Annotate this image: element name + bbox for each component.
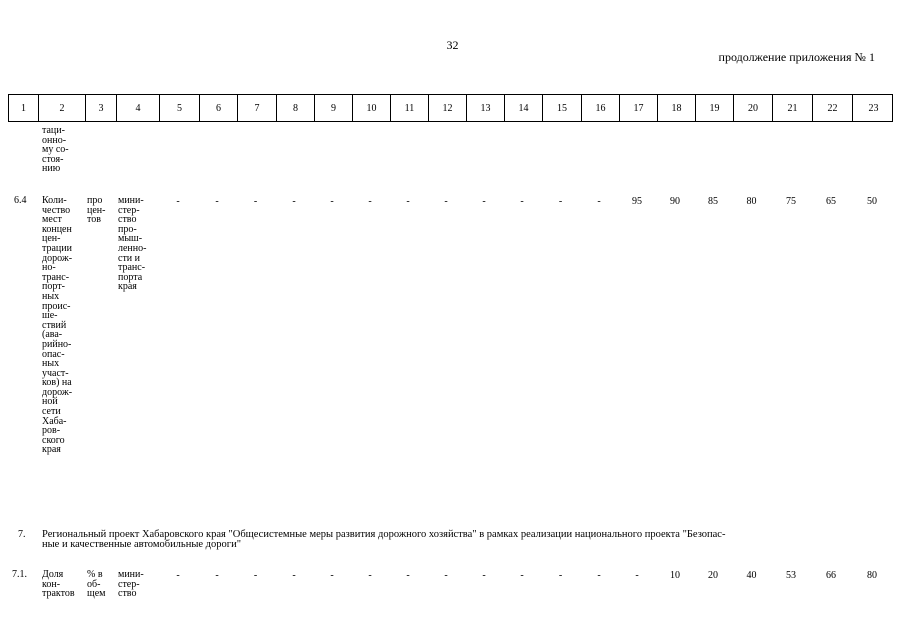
value-col-12: - [444, 196, 448, 207]
value-col-10: - [368, 196, 372, 207]
value-col-8: - [292, 196, 296, 207]
header-col-17: 17 [619, 95, 657, 121]
value-col-14: - [520, 570, 524, 581]
row-6-4-indicator: Коли- чество мест концен цен- трации дорож- но- транс- порт- ных проис- ше- ствий (ава- рийно- опас- ных участ- ков) на дорож- ной сети Хаба- ров- ского края [42, 195, 73, 456]
header-col-3: 3 [85, 95, 116, 121]
value-col-7: - [253, 196, 258, 207]
value-col-21: 53 [786, 570, 796, 581]
value-col-18: 90 [670, 196, 680, 207]
value-col-14: - [520, 196, 524, 207]
header-col-19: 19 [695, 95, 733, 121]
value-col-17: - [635, 570, 639, 581]
header-col-4: 4 [116, 95, 159, 121]
value-col-17: 95 [632, 196, 642, 207]
section-7-title-line2: ные и качественные автомобильные дороги" [42, 539, 241, 550]
value-col-21: 75 [786, 196, 796, 207]
header-col-12: 12 [428, 95, 466, 121]
value-col-6: - [215, 570, 219, 581]
header-col-2: 2 [38, 95, 85, 121]
header-col-23: 23 [852, 95, 894, 121]
header-col-6: 6 [199, 95, 237, 121]
section-7-title-line1: Региональный проект Хабаровского края "Общесистемные меры развития дорожного хозяйства" в рамках реализации национального проекта "Безопас- [42, 529, 726, 540]
value-col-11: - [406, 196, 410, 207]
row-7-1-responsible: мини- стер- ство [118, 569, 144, 600]
row-7-1-number: 7.1. [12, 569, 27, 580]
header-col-16: 16 [581, 95, 619, 121]
header-col-14: 14 [504, 95, 542, 121]
value-col-10: - [368, 570, 372, 581]
page-number: 32 [446, 38, 459, 52]
header-col-5: 5 [159, 95, 199, 121]
value-col-16: - [597, 196, 601, 207]
row-6-4-responsible: мини- стер- ство про- мыш- ленно- сти и транс- порта края [118, 195, 147, 293]
header-col-8: 8 [276, 95, 314, 121]
header-col-22: 22 [812, 95, 852, 121]
value-col-20: 80 [746, 196, 757, 207]
value-col-7: - [253, 570, 258, 581]
value-col-23: 80 [867, 570, 877, 581]
header-col-7: 7 [237, 95, 276, 121]
value-col-18: 10 [670, 570, 680, 581]
section-7-number: 7. [18, 529, 26, 540]
header-col-1: 1 [21, 102, 26, 114]
row-7-1-indicator: Доля кон- трактов [42, 569, 75, 600]
value-col-16: - [597, 570, 601, 581]
value-col-5: - [176, 196, 180, 207]
table-header [8, 94, 893, 122]
value-col-6: - [215, 196, 219, 207]
value-col-8: - [292, 570, 296, 581]
value-col-11: - [406, 570, 410, 581]
value-col-13: - [482, 196, 486, 207]
header-col-10: 10 [352, 95, 390, 121]
value-col-5: - [176, 570, 180, 581]
value-col-15: - [558, 196, 563, 207]
value-col-12: - [444, 570, 448, 581]
value-col-23: 50 [867, 196, 877, 207]
value-col-19: 20 [708, 570, 718, 581]
header-col-21: 21 [772, 95, 812, 121]
header-col-9: 9 [314, 95, 352, 121]
row-7-1-unit: % в об- щем [87, 569, 106, 600]
header-col-11: 11 [390, 95, 428, 121]
value-col-20: 40 [746, 570, 757, 581]
value-col-15: - [558, 570, 563, 581]
header-col-13: 13 [466, 95, 504, 121]
value-col-9: - [330, 196, 334, 207]
value-col-19: 85 [708, 196, 718, 207]
value-col-22: 66 [826, 570, 836, 581]
value-col-13: - [482, 570, 486, 581]
prev-row-indicator-text: таци- онно- му со- стоя- нию [42, 125, 69, 175]
value-col-22: 65 [826, 196, 836, 207]
header-col-20: 20 [733, 95, 772, 121]
row-6-4-unit: про цен- тов [87, 195, 106, 226]
header-col-15: 15 [542, 95, 581, 121]
row-6-4-number: 6.4 [14, 195, 27, 206]
header-col-18: 18 [657, 95, 695, 121]
value-col-9: - [330, 570, 334, 581]
continuation-note: продолжение приложения № 1 [718, 50, 875, 64]
